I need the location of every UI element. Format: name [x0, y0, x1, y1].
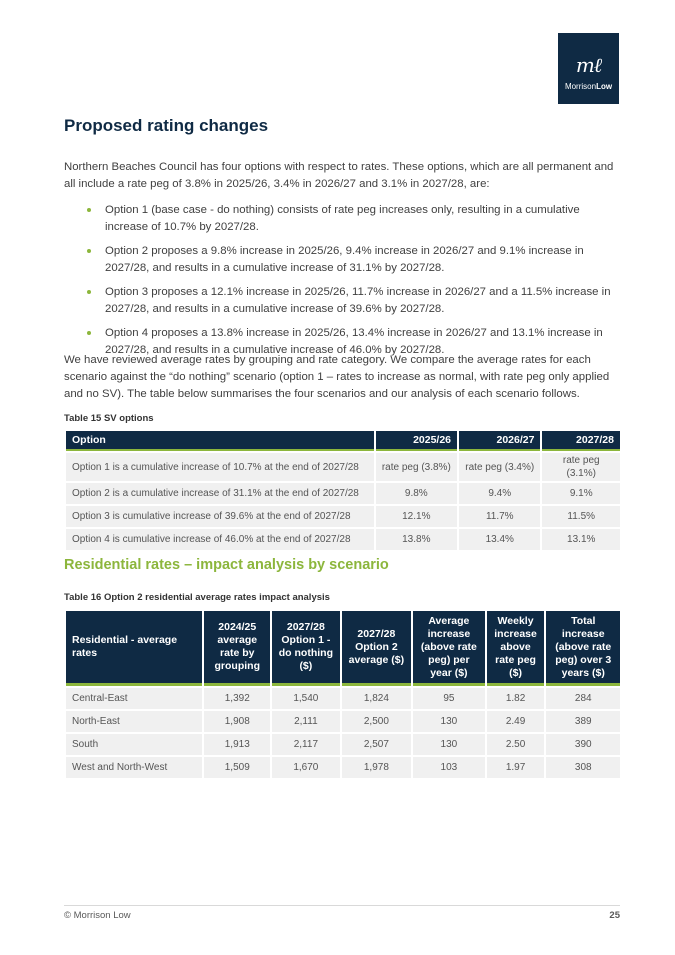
bullet-text: Option 3 proposes a 12.1% increase in 2025/26, 11.7% increase in 2026/27 and a 11.5% increase in 2027/28, and results in a cumulative increase of 39.6% by 2027/28.	[105, 286, 611, 315]
table-cell: 9.8%	[376, 483, 457, 504]
table-row	[66, 688, 620, 709]
logo-mark: mℓ	[575, 53, 602, 77]
table-row	[66, 711, 620, 732]
table-cell: 1.82	[487, 688, 545, 709]
table-header-row	[66, 431, 620, 451]
table-row	[66, 453, 620, 481]
intro-paragraph: Northern Beaches Council has four options with respect to rates. These options, which are all permanent and all include a rate peg of 3.8% in 2025/26, 3.4% in 2026/27 and 3.1% in 2027/28, are:	[64, 161, 614, 190]
table-cell: 12.1%	[376, 506, 457, 527]
bullet-dot	[87, 208, 91, 212]
bullet-dot	[87, 331, 91, 335]
table-cell: Option 3 is cumulative increase of 39.6% at the end of 2027/28	[66, 506, 374, 527]
table-cell: 2.49	[487, 711, 545, 732]
analysis-paragraph: We have reviewed average rates by grouping and rate category. We compare the average rates for each scenario against the “do nothing” scenario (option 1 – rates to increase as normal, with rate peg only applied and no SV). The table below summarises the four scenarios and our analysis of each scenario follows.	[64, 354, 610, 400]
sv-options-table	[64, 429, 622, 552]
table-cell: 1,540	[272, 688, 340, 709]
table-cell: 1.97	[487, 757, 545, 778]
footer-copyright: © Morrison Low	[64, 910, 131, 921]
residential-rates-table	[64, 609, 622, 780]
bullet-dot	[87, 290, 91, 294]
column-header: 2024/25 average rate by grouping	[204, 611, 270, 686]
bullet-item	[64, 202, 620, 236]
table-cell: 2.50	[487, 734, 545, 755]
table-cell: 13.1%	[542, 529, 620, 550]
table-row	[66, 757, 620, 778]
table16-caption: Table 16 Option 2 residential average rates impact analysis	[64, 592, 330, 603]
table-cell: Option 1 is a cumulative increase of 10.7% at the end of 2027/28	[66, 453, 374, 481]
table-cell: 2,500	[342, 711, 412, 732]
bullet-dot	[87, 249, 91, 253]
page-number: 25	[609, 910, 620, 921]
bullet-item	[64, 243, 620, 277]
table-cell: Option 4 is cumulative increase of 46.0% at the end of 2027/28	[66, 529, 374, 550]
table-row	[66, 506, 620, 527]
section-heading: Residential rates – impact analysis by scenario	[64, 557, 389, 573]
table15-caption: Table 15 SV options	[64, 413, 154, 424]
morrison-low-logo	[558, 33, 619, 104]
table-cell: 389	[546, 711, 620, 732]
table-row	[66, 529, 620, 550]
table-row	[66, 483, 620, 504]
table-cell: rate peg (3.8%)	[376, 453, 457, 481]
table-cell: 13.8%	[376, 529, 457, 550]
table-cell: 95	[413, 688, 485, 709]
logo-word-bold: Low	[596, 82, 613, 91]
table-cell: North-East	[66, 711, 202, 732]
column-header: Residential - average rates	[66, 611, 202, 686]
bullet-text: Option 2 proposes a 9.8% increase in 2025/26, 9.4% increase in 2026/27 and 9.1% increase in 2027/28, and results in a cumulative increase of 31.1% by 2027/28.	[105, 245, 584, 274]
table-cell: 1,392	[204, 688, 270, 709]
table-cell: 1,908	[204, 711, 270, 732]
column-header: 2027/28 Option 2 average ($)	[342, 611, 412, 686]
table-cell: West and North-West	[66, 757, 202, 778]
logo-word-light: Morrison	[564, 82, 597, 91]
table-cell: 284	[546, 688, 620, 709]
table-cell: Option 2 is a cumulative increase of 31.1% at the end of 2027/28	[66, 483, 374, 504]
table-cell: 11.7%	[459, 506, 540, 527]
column-header: 2026/27	[459, 431, 540, 451]
bullet-item	[64, 284, 620, 318]
table-cell: 130	[413, 734, 485, 755]
column-header: 2027/28 Option 1 - do nothing ($)	[272, 611, 340, 686]
table-cell: 390	[546, 734, 620, 755]
table-cell: 1,670	[272, 757, 340, 778]
table-cell: 308	[546, 757, 620, 778]
column-header: 2027/28	[542, 431, 620, 451]
column-header: 2025/26	[376, 431, 457, 451]
page-heading: Proposed rating changes	[64, 116, 269, 135]
table-cell: 1,913	[204, 734, 270, 755]
bullet-text: Option 1 (base case - do nothing) consists of rate peg increases only, resulting in a cumulative increase of 10.7% by 2027/28.	[105, 204, 580, 233]
bullet-text: Option 4 proposes a 13.8% increase in 2025/26, 13.4% increase in 2026/27 and 13.1% increase in 2027/28, and results in a cumulative increase of 46.0% by 2027/28.	[105, 327, 603, 356]
column-header: Weekly increase above rate peg ($)	[487, 611, 545, 686]
table-cell: Central-East	[66, 688, 202, 709]
table-cell: 130	[413, 711, 485, 732]
table-cell: 9.4%	[459, 483, 540, 504]
table-cell: rate peg (3.4%)	[459, 453, 540, 481]
table-cell: 2,507	[342, 734, 412, 755]
table-cell: 1,509	[204, 757, 270, 778]
table-cell: South	[66, 734, 202, 755]
table-cell: 13.4%	[459, 529, 540, 550]
table-header-row	[66, 611, 620, 686]
table-cell: 9.1%	[542, 483, 620, 504]
column-header: Total increase (above rate peg) over 3 years ($)	[546, 611, 620, 686]
table-cell: 1,824	[342, 688, 412, 709]
table-cell: 2,117	[272, 734, 340, 755]
table-cell: 1,978	[342, 757, 412, 778]
table-cell: rate peg (3.1%)	[542, 453, 620, 481]
table-cell: 103	[413, 757, 485, 778]
column-header: Option	[66, 431, 374, 451]
logo-wordmark	[558, 82, 619, 91]
table-cell: 2,111	[272, 711, 340, 732]
column-header: Average increase (above rate peg) per year ($)	[413, 611, 485, 686]
table-row	[66, 734, 620, 755]
table-cell: 11.5%	[542, 506, 620, 527]
options-bullet-list	[64, 202, 620, 366]
footer-divider	[64, 905, 620, 906]
